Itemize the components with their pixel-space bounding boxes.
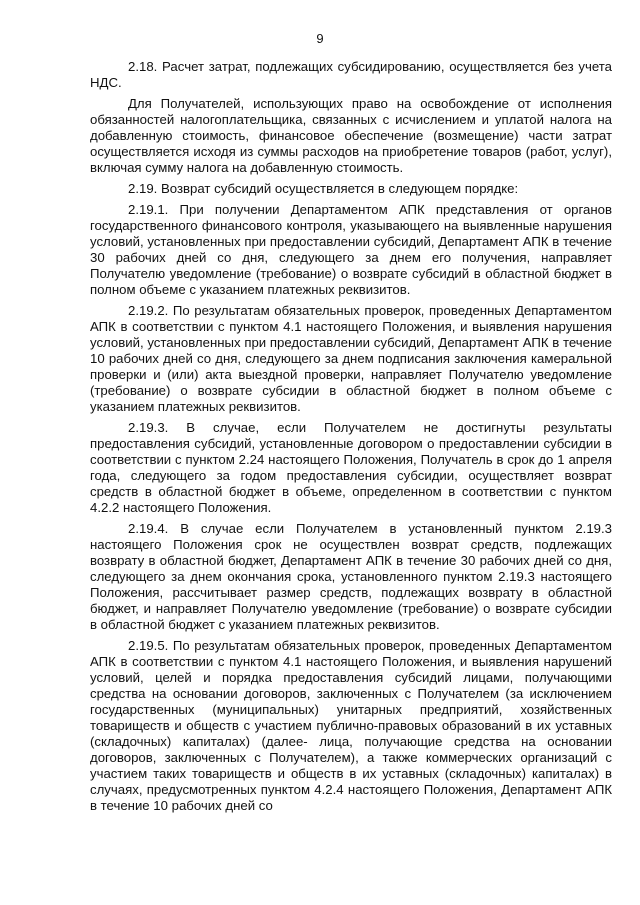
- page-number: 9: [316, 31, 324, 46]
- paragraph-2-19-2: 2.19.2. По результатам обязательных проверок, проведенных Департаментом АПК в соответствии с пунктом 4.1 настоящего Положения, и выявления нарушения условий, установленных при предоставлении субсидий, Департамент АПК в течение 10 рабочих дней со дня, следующего за днем подписания заключения камеральной проверки и (или) акта выездной проверки, направляет Получателю уведомление (требование) о возврате субсидии в областной бюджет в полном объеме с указанием платежных реквизитов.: [90, 303, 612, 414]
- paragraph-2-18: 2.18. Расчет затрат, подлежащих субсидированию, осуществляется без учета НДС.: [90, 59, 612, 90]
- document-body: [90, 59, 612, 819]
- paragraph-2-19: 2.19. Возврат субсидий осуществляется в следующем порядке:: [128, 181, 519, 196]
- paragraph-2-19-3: 2.19.3. В случае, если Получателем не достигнуты результаты предоставления субсидий, установленные договором о предоставлении субсидии в соответствии с пунктом 2.24 настоящего Положения, Получатель в срок до 1 апреля года, следующего за годом предоставления субсидии, осуществляет возврат средств в областной бюджет в объеме, определенном в соответствии с пунктом 4.2.2 настоящего Положения.: [90, 420, 612, 515]
- paragraph-2-19-4: 2.19.4. В случае если Получателем в установленный пунктом 2.19.3 настоящего Положения срок не осуществлен возврат средств, подлежащих возврату в областной бюджет, Департамент АПК в течение 30 рабочих дней со дня, следующего за днем окончания срока, установленного пунктом 2.19.3 настоящего Положения, рассчитывает размер средств, подлежащих возврату в областной бюджет, и направляет Получателю уведомление (требование) о возврате субсидии в областной бюджет с указанием платежных реквизитов.: [90, 521, 612, 632]
- paragraph-2-19-1: 2.19.1. При получении Департаментом АПК представления от органов государственного финансового контроля, указывающего на выявленные нарушения условий, установленных при предоставлении субсидий, Департамент АПК в течение 30 рабочих дней со дня, следующего за днем его получения, направляет Получателю уведомление (требование) о возврате субсидий в областной бюджет в полном объеме с указанием платежных реквизитов.: [90, 202, 612, 297]
- paragraph-vat-exemption: Для Получателей, использующих право на освобождение от исполнения обязанностей налогоплательщика, связанных с исчислением и уплатой налога на добавленную стоимость, финансовое обеспечение (возмещение) части затрат осуществляется исходя из суммы расходов на приобретение товаров (работ, услуг), включая сумму налога на добавленную стоимость.: [90, 96, 612, 175]
- paragraph-2-19-5: 2.19.5. По результатам обязательных проверок, проведенных Департаментом АПК в соответствии с пунктом 4.1 настоящего Положения, и выявления нарушений условий, целей и порядка предоставления субсидий лицами, получающими средства на основании договоров, заключенных с Получателем (за исключением государственных (муниципальных) унитарных предприятий, хозяйственных товариществ и обществ с участием публично-правовых образований в их уставных (складочных) капиталах) (далее- лица, получающие средства на основании договоров, заключенных с Получателем), а также коммерческих организаций с участием таких товариществ и обществ в их уставных (складочных) капиталах) в случаях, предусмотренных пунктом 4.2.4 настоящего Положения, Департамент АПК в течение 10 рабочих дней со: [90, 638, 612, 813]
